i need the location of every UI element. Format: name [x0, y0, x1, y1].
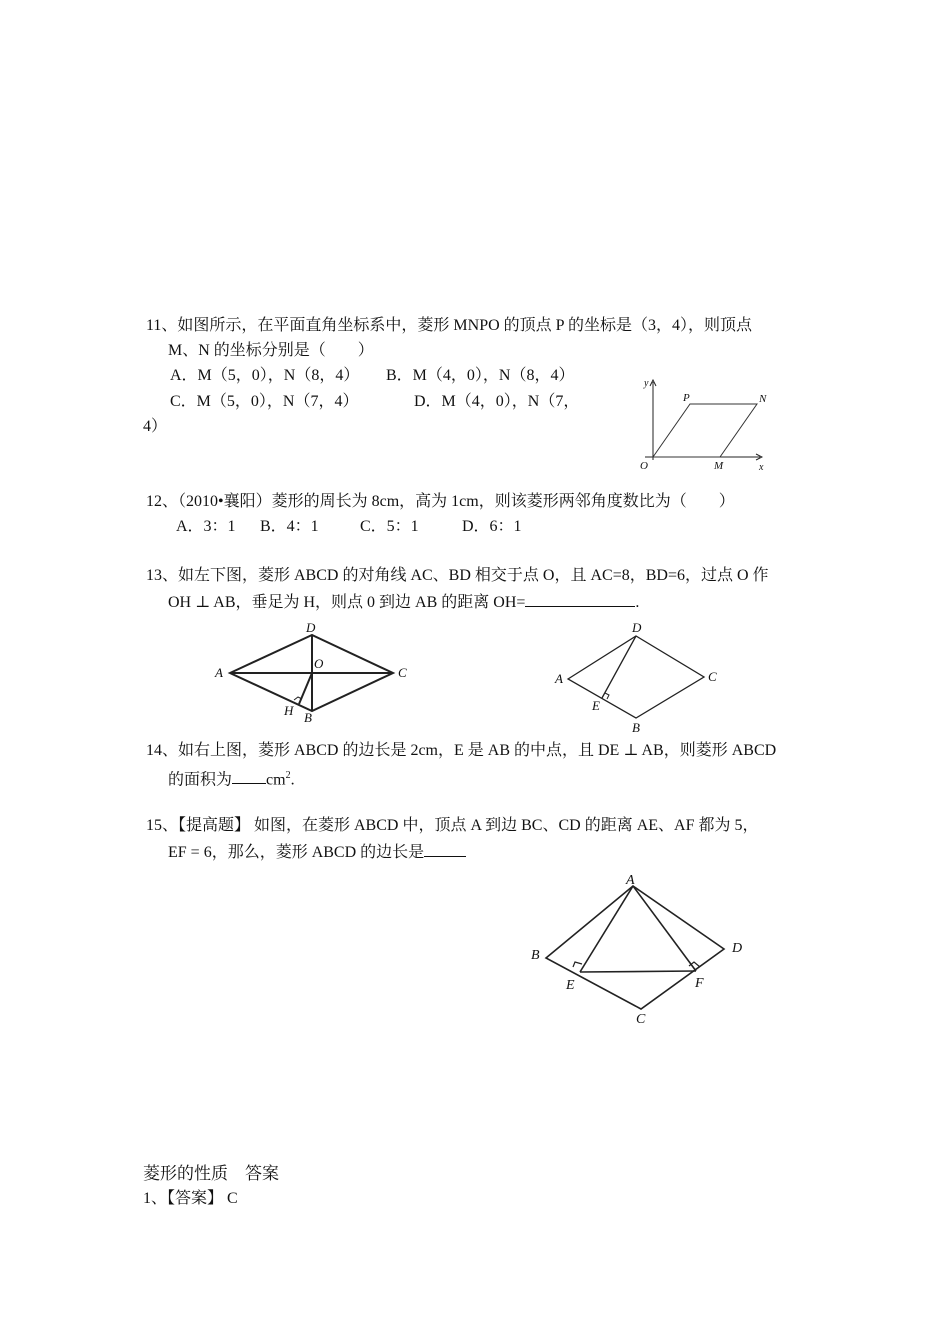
- q11-line2: M、N 的坐标分别是（ ）: [168, 342, 374, 359]
- label-c: C: [708, 669, 717, 684]
- label-a: A: [555, 671, 563, 686]
- label-d: D: [632, 620, 642, 635]
- q13-line2: [168, 592, 639, 613]
- q15-answer-blank[interactable]: [424, 842, 466, 857]
- rhombus-mnpo: [653, 404, 757, 457]
- q12-option-d: D．6：1: [462, 518, 522, 535]
- q11-line1: 11、如图所示，在平面直角坐标系中，菱形 MNPO 的顶点 P 的坐标是（3，4），则顶点: [146, 317, 752, 334]
- q13-rhombus-figure: [212, 622, 412, 727]
- segment-ae: [580, 886, 633, 972]
- right-angle-mark-e: [605, 693, 609, 699]
- label-p: P: [683, 392, 690, 404]
- q13-line2-text: OH ⊥ AB，垂足为 H，则点 0 到边 AB 的距离 OH=: [168, 594, 526, 611]
- label-b: B: [632, 720, 640, 735]
- q14-line2-text: 的面积为: [168, 771, 233, 789]
- q14-unit: cm: [266, 771, 286, 789]
- label-f: F: [695, 976, 704, 991]
- label-c: C: [398, 665, 407, 680]
- label-a: A: [626, 873, 635, 888]
- label-o: O: [640, 460, 648, 472]
- label-c: C: [636, 1012, 646, 1027]
- q12-option-c: C．5：1: [360, 518, 419, 535]
- q14-rhombus-figure: [552, 620, 727, 735]
- q14-line2: [168, 766, 295, 790]
- label-d: D: [732, 941, 743, 956]
- q14-line1: 14、如右上图，菱形 ABCD 的边长是 2cm，E 是 AB 的中点，且 DE ⊥ AB，则菱形 ABCD: [146, 742, 777, 759]
- label-y: y: [644, 378, 649, 389]
- q11-option-b: B．M（4，0），N（8，4）: [386, 367, 575, 384]
- segment-de: [602, 636, 636, 698]
- answer-item-1: 1、【答案】 C: [143, 1190, 238, 1207]
- q11-coordinate-figure: [635, 377, 770, 472]
- label-x: x: [759, 462, 764, 473]
- q15-line1: 15、【提高题】 如图，在菱形 ABCD 中，顶点 A 到边 BC、CD 的距离 AE、AF 都为 5，: [146, 817, 759, 834]
- q14-answer-blank[interactable]: [232, 769, 266, 784]
- label-m: M: [714, 460, 724, 472]
- q14-line2-period: .: [290, 771, 295, 789]
- q11-option-a: A．M（5，0），N（8，4）: [170, 367, 360, 384]
- label-o: O: [314, 656, 324, 671]
- label-a: A: [215, 665, 223, 680]
- segment-ef: [580, 971, 696, 972]
- q13-line1: 13、如左下图，菱形 ABCD 的对角线 AC、BD 相交于点 O，且 AC=8，BD=6，过点 O 作: [146, 567, 769, 584]
- q14-unit-exponent: 2: [285, 770, 291, 781]
- q15-line2: [168, 842, 466, 863]
- segment-oh: [299, 673, 312, 704]
- q15-line2-text: EF = 6，那么，菱形 ABCD 的边长是: [168, 844, 425, 861]
- label-e: E: [566, 978, 575, 993]
- q11-option-d: D．M（4，0），N（7，: [414, 393, 580, 410]
- label-d: D: [306, 620, 316, 635]
- right-angle-mark-e: [573, 962, 582, 967]
- label-b: B: [304, 710, 312, 725]
- q15-rhombus-figure: [525, 868, 765, 1028]
- q12-line1: 12、（2010•襄阳）菱形的周长为 8cm，高为 1cm，则该菱形两邻角度数比为（ ）: [146, 493, 735, 510]
- q13-line2-period: .: [635, 594, 640, 611]
- label-e: E: [592, 698, 600, 713]
- label-h: H: [284, 703, 294, 718]
- q11-option-d-continued: 4）: [143, 418, 168, 435]
- rhombus-abcd: [568, 636, 704, 718]
- q13-answer-blank[interactable]: [525, 592, 635, 607]
- label-b: B: [531, 948, 540, 963]
- segment-af: [633, 886, 696, 971]
- q11-option-c: C．M（5，0），N（7，4）: [170, 393, 359, 410]
- label-n: N: [759, 393, 767, 405]
- answers-title: 菱形的性质 答案: [143, 1164, 279, 1183]
- q12-option-b: B．4：1: [260, 518, 319, 535]
- q12-option-a: A．3：1: [176, 518, 236, 535]
